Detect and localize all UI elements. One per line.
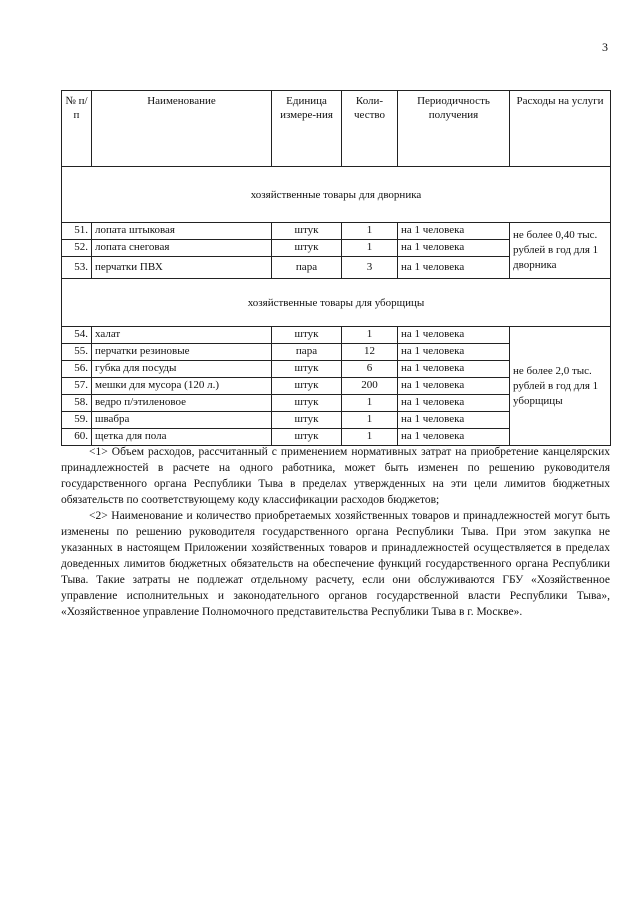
row-qty: 1 (342, 223, 398, 240)
row-unit: пара (272, 344, 342, 361)
table-row (62, 223, 611, 240)
header-name: Наименование (92, 91, 272, 167)
row-qty: 1 (342, 327, 398, 344)
section-cost: не более 2,0 тыс. рублей в год для 1 уборщицы (510, 327, 611, 446)
row-name: мешки для мусора (120 л.) (92, 378, 272, 395)
row-num: 59. (62, 412, 92, 429)
row-name: губка для посуды (92, 361, 272, 378)
table-row (62, 327, 611, 344)
row-name: лопата штыковая (92, 223, 272, 240)
row-name: лопата снеговая (92, 240, 272, 257)
row-unit: штук (272, 361, 342, 378)
row-num: 58. (62, 395, 92, 412)
header-num: № п/п (62, 91, 92, 167)
header-qty: Коли-чество (342, 91, 398, 167)
row-qty: 1 (342, 240, 398, 257)
row-unit: штук (272, 378, 342, 395)
row-unit: штук (272, 429, 342, 446)
row-unit: пара (272, 257, 342, 279)
row-period: на 1 человека (398, 361, 510, 378)
expenses-table (61, 90, 611, 446)
row-period: на 1 человека (398, 429, 510, 446)
footnote-2: <2> Наименование и количество приобретаемых хозяйственных товаров и принадлежностей могут быть изменены по решению руководителя государственного органа Республики Тыва. При этом закупка не указанных в настоящем Приложении хозяйственных товаров и принадлежностей осуществляется в пределах доведенных лимитов бюджетных обязательств на обеспечение функций государственного органа Республики Тыва. Такие затраты не подлежат отдельному расчету, если они обслуживаются ГБУ «Хозяйственное управление исполнительных и законодательного органов государственной власти Республики Тыва», «Хозяйственное управление Полномочного представительства Республики Тыва в г. Москве». (61, 510, 610, 618)
row-name: щетка для пола (92, 429, 272, 446)
header-unit: Единица измере-ния (272, 91, 342, 167)
row-unit: штук (272, 395, 342, 412)
row-unit: штук (272, 327, 342, 344)
table-header-row (62, 91, 611, 167)
row-unit: штук (272, 240, 342, 257)
row-period: на 1 человека (398, 395, 510, 412)
page-number: 3 (602, 40, 608, 54)
row-qty: 200 (342, 378, 398, 395)
row-name: швабра (92, 412, 272, 429)
row-qty: 12 (342, 344, 398, 361)
row-num: 52. (62, 240, 92, 257)
row-unit: штук (272, 223, 342, 240)
row-period: на 1 человека (398, 257, 510, 279)
row-num: 54. (62, 327, 92, 344)
row-period: на 1 человека (398, 240, 510, 257)
section-title: хозяйственные товары для уборщицы (62, 279, 611, 327)
row-qty: 1 (342, 429, 398, 446)
row-num: 55. (62, 344, 92, 361)
row-qty: 6 (342, 361, 398, 378)
row-num: 51. (62, 223, 92, 240)
row-qty: 1 (342, 412, 398, 429)
section-row (62, 167, 611, 223)
header-cost: Расходы на услуги (510, 91, 611, 167)
row-qty: 3 (342, 257, 398, 279)
row-name: халат (92, 327, 272, 344)
row-name: перчатки резиновые (92, 344, 272, 361)
row-period: на 1 человека (398, 378, 510, 395)
section-row (62, 279, 611, 327)
row-name: ведро п/этиленовое (92, 395, 272, 412)
row-period: на 1 человека (398, 344, 510, 361)
row-num: 60. (62, 429, 92, 446)
row-num: 56. (62, 361, 92, 378)
section-title: хозяйственные товары для дворника (62, 167, 611, 223)
footnotes (61, 444, 610, 620)
footnote-1: <1> Объем расходов, рассчитанный с применением нормативных затрат на приобретение канцелярских принадлежностей в расчете на одного работника, может быть изменен по решению руководителя государственного органа Республики Тыва в пределах утвержденных на эти цели лимитов бюджетных обязательств по соответствующему коду классификации расходов бюджетов; (61, 446, 610, 506)
row-period: на 1 человека (398, 327, 510, 344)
row-unit: штук (272, 412, 342, 429)
row-name: перчатки ПВХ (92, 257, 272, 279)
row-period: на 1 человека (398, 412, 510, 429)
row-qty: 1 (342, 395, 398, 412)
header-period: Периодичность получения (398, 91, 510, 167)
row-num: 53. (62, 257, 92, 279)
section-cost: не более 0,40 тыс. рублей в год для 1 дворника (510, 223, 611, 279)
row-period: на 1 человека (398, 223, 510, 240)
row-num: 57. (62, 378, 92, 395)
